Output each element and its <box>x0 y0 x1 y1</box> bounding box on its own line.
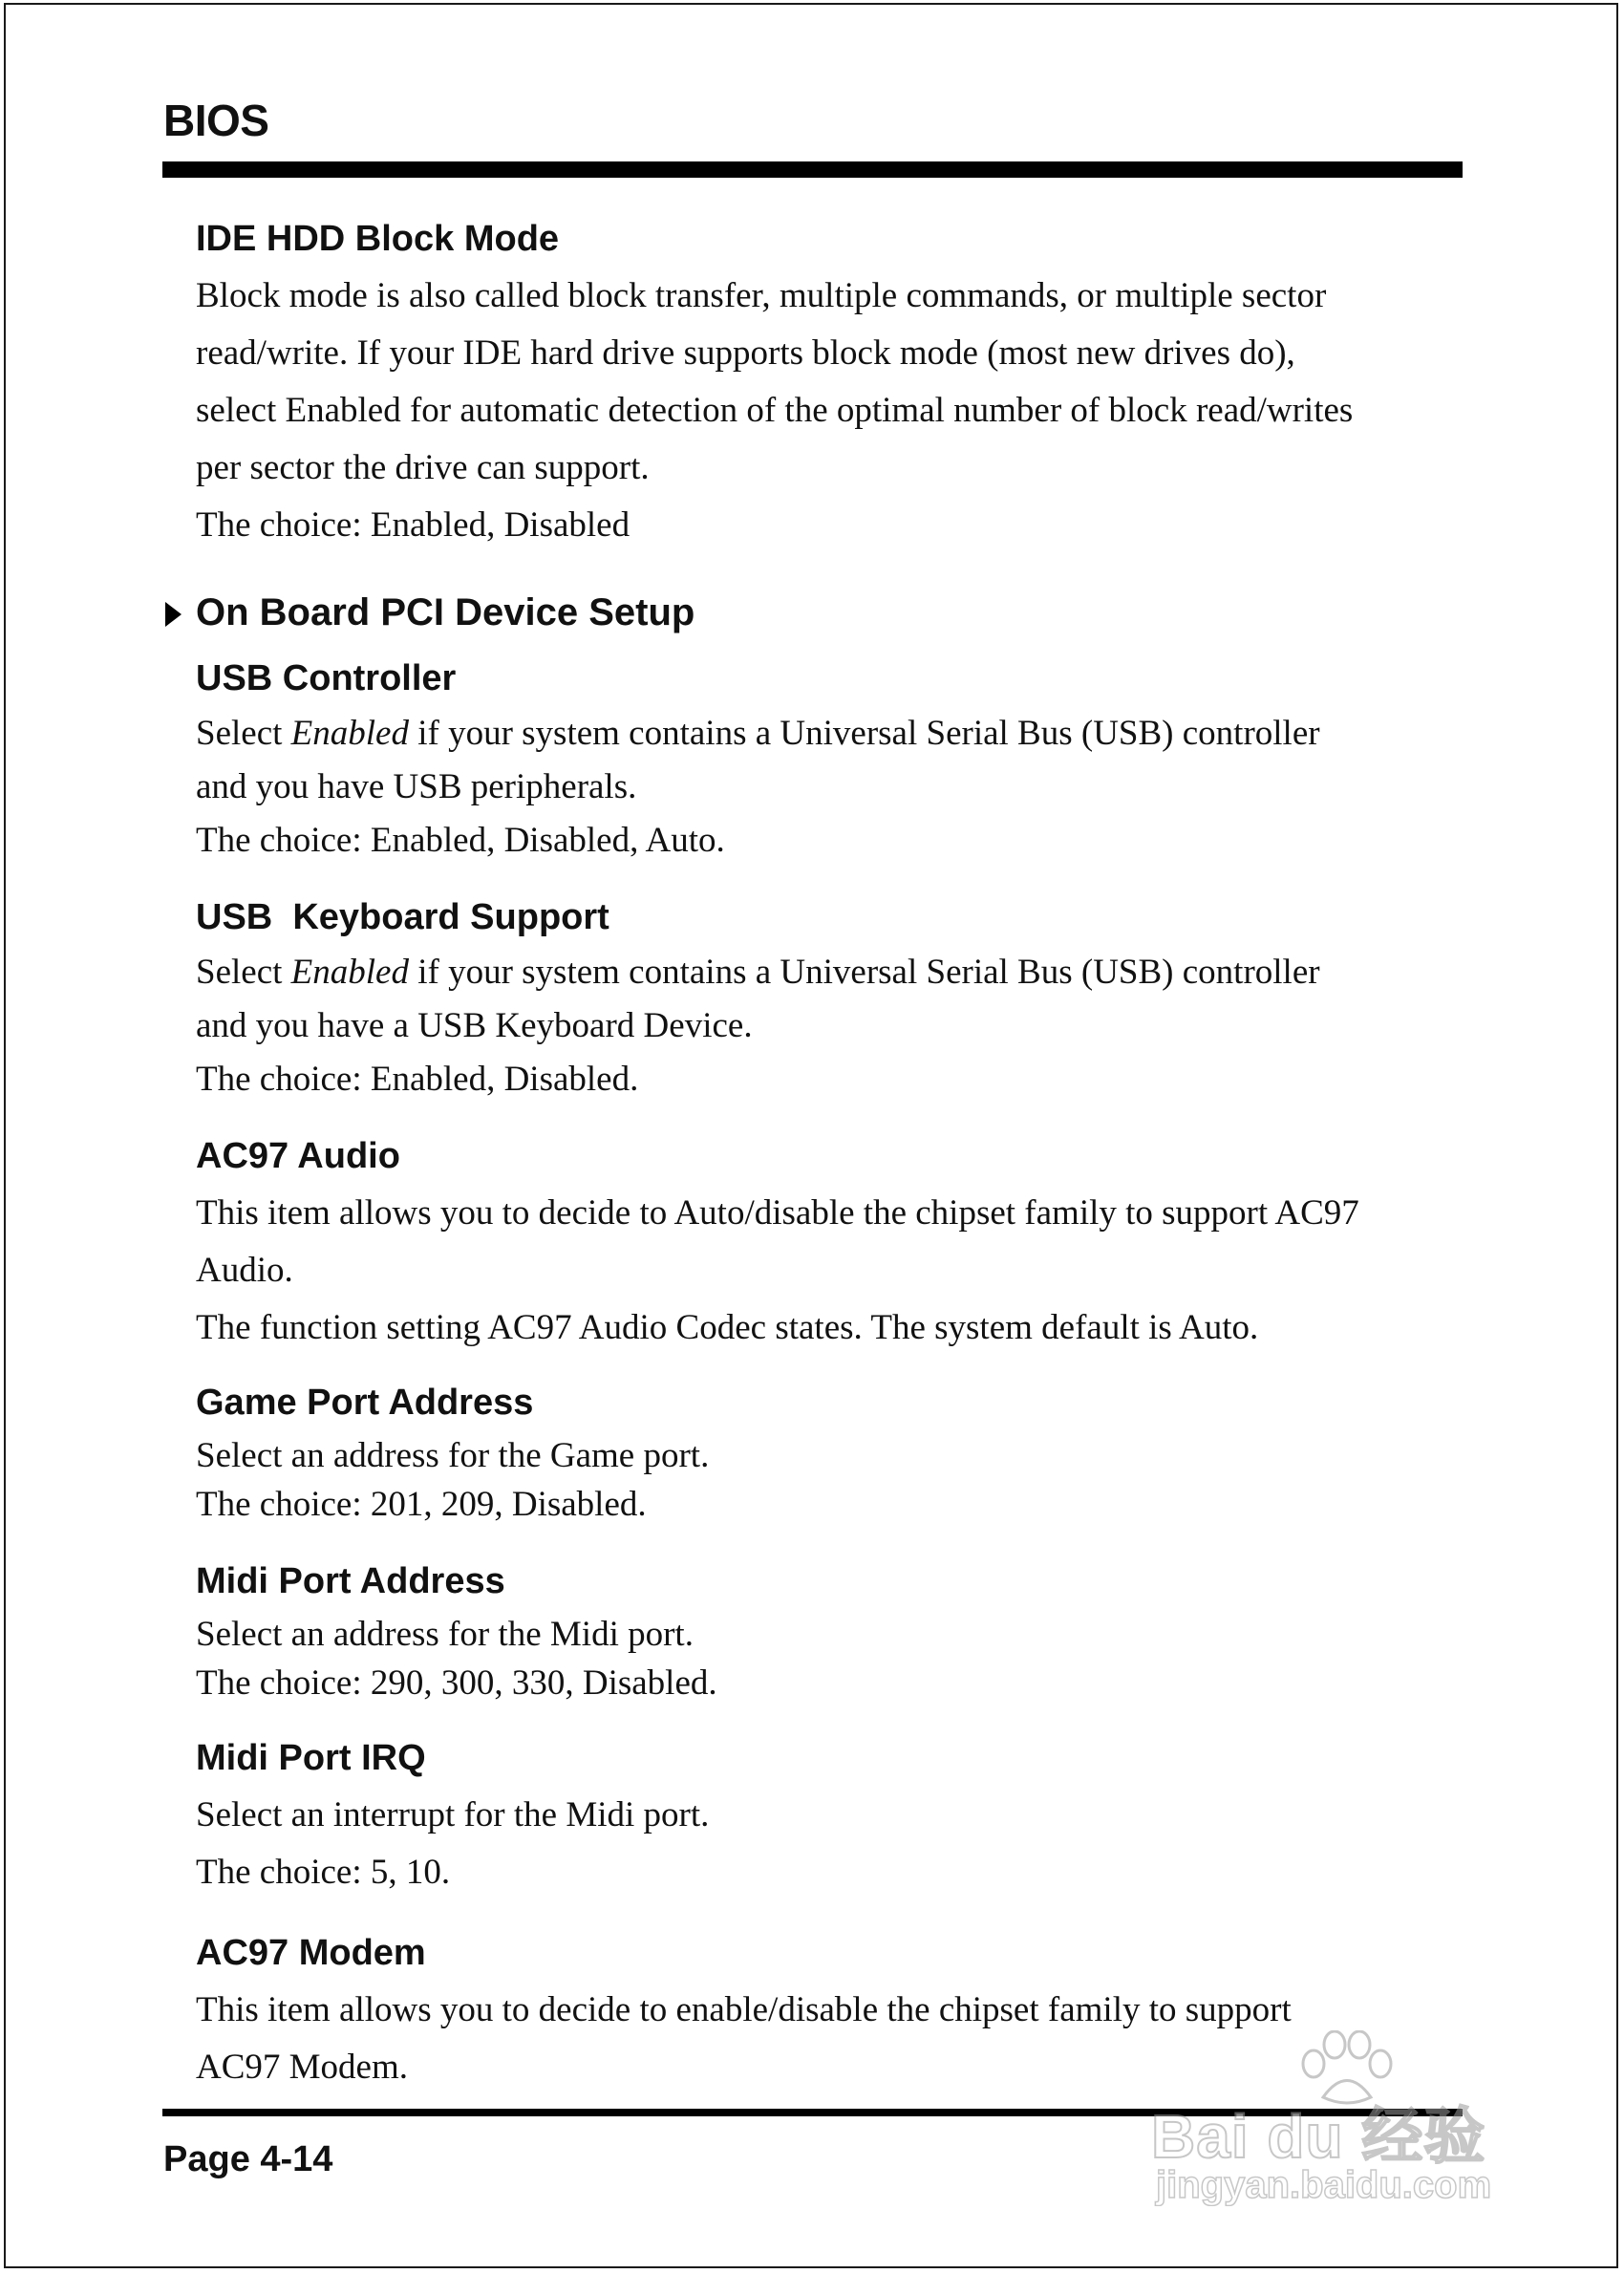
section-heading: Midi Port IRQ <box>196 1738 426 1778</box>
choice-line: The choice: 201, 209, Disabled. <box>196 1484 647 1524</box>
description-line: and you have a USB Keyboard Device. <box>196 1005 753 1045</box>
description-line: This item allows you to decide to enable/disable the chipset family to support <box>196 1989 1292 2029</box>
watermark-logo-text: Bai du 经验 <box>1151 2102 1486 2171</box>
description-line: per sector the drive can support. <box>196 447 650 487</box>
section-description <box>196 1431 709 1529</box>
section-description <box>196 1787 709 1901</box>
section-usb-controller <box>196 657 1320 868</box>
description-line: select Enabled for automatic detection of the optimal number of block read/writes <box>196 390 1354 430</box>
submenu-heading-label: On Board PCI Device Setup <box>196 591 695 633</box>
watermark <box>1151 2030 1533 2221</box>
text-fragment: if your system contains a Universal Serial Bus (USB) controller <box>408 952 1320 992</box>
section-description <box>196 1185 1359 1357</box>
text-fragment: Select <box>196 713 291 753</box>
section-ac97-audio <box>196 1135 1359 1357</box>
section-usb-keyboard-support <box>196 896 1320 1106</box>
section-heading: Game Port Address <box>196 1383 534 1423</box>
section-heading: AC97 Audio <box>196 1136 400 1176</box>
choice-line: The choice: Enabled, Disabled. <box>196 1059 639 1099</box>
section-game-port-address <box>196 1382 709 1529</box>
header-rule <box>162 161 1463 178</box>
triangle-right-icon <box>165 602 182 627</box>
section-midi-port-address <box>196 1560 717 1707</box>
text-fragment: if your system contains a Universal Serial Bus (USB) controller <box>408 713 1320 753</box>
description-line: This item allows you to decide to Auto/disable the chipset family to support AC97 <box>196 1192 1359 1233</box>
page-header-title: BIOS <box>163 96 269 145</box>
description-line: read/write. If your IDE hard drive supports block mode (most new drives do), <box>196 333 1295 373</box>
section-heading: USB Controller <box>196 658 457 698</box>
description-line: The function setting AC97 Audio Codec states. The system default is Auto. <box>196 1307 1259 1347</box>
section-heading: Midi Port Address <box>196 1561 505 1601</box>
description-line: Audio. <box>196 1250 293 1290</box>
choice-line: The choice: 290, 300, 330, Disabled. <box>196 1663 717 1703</box>
section-midi-port-irq <box>196 1737 709 1901</box>
submenu-heading <box>196 590 694 635</box>
description-line: Select an address for the Midi port. <box>196 1614 694 1654</box>
section-heading: IDE HDD Block Mode <box>196 219 560 259</box>
choice-line: The choice: Enabled, Disabled, Auto. <box>196 820 725 860</box>
emphasis-text: Enabled <box>290 952 409 992</box>
watermark-url: jingyan.baidu.com <box>1156 2164 1492 2206</box>
section-description <box>196 1610 717 1707</box>
description-line: Select an interrupt for the Midi port. <box>196 1794 710 1834</box>
text-fragment: Select <box>196 952 291 992</box>
section-description <box>196 1982 1292 2096</box>
section-description <box>196 268 1353 554</box>
section-description <box>196 707 1320 868</box>
choice-line: The choice: Enabled, Disabled <box>196 504 630 545</box>
description-line: Select an address for the Game port. <box>196 1435 710 1475</box>
section-on-board-pci-device-setup <box>196 590 694 635</box>
section-ac97-modem <box>196 1932 1292 2096</box>
description-line: Block mode is also called block transfer, multiple commands, or multiple sector <box>196 275 1327 315</box>
section-heading: USB Keyboard Support <box>196 897 609 937</box>
section-ide-hdd-block-mode <box>196 218 1353 554</box>
description-line <box>196 707 1320 761</box>
description-line: and you have USB peripherals. <box>196 766 637 806</box>
section-description <box>196 946 1320 1106</box>
section-heading: AC97 Modem <box>196 1933 426 1973</box>
choice-line: The choice: 5, 10. <box>196 1852 451 1892</box>
description-line: AC97 Modem. <box>196 2047 408 2087</box>
description-line <box>196 946 1320 999</box>
emphasis-text: Enabled <box>290 713 409 753</box>
page-number: Page 4-14 <box>163 2139 333 2179</box>
